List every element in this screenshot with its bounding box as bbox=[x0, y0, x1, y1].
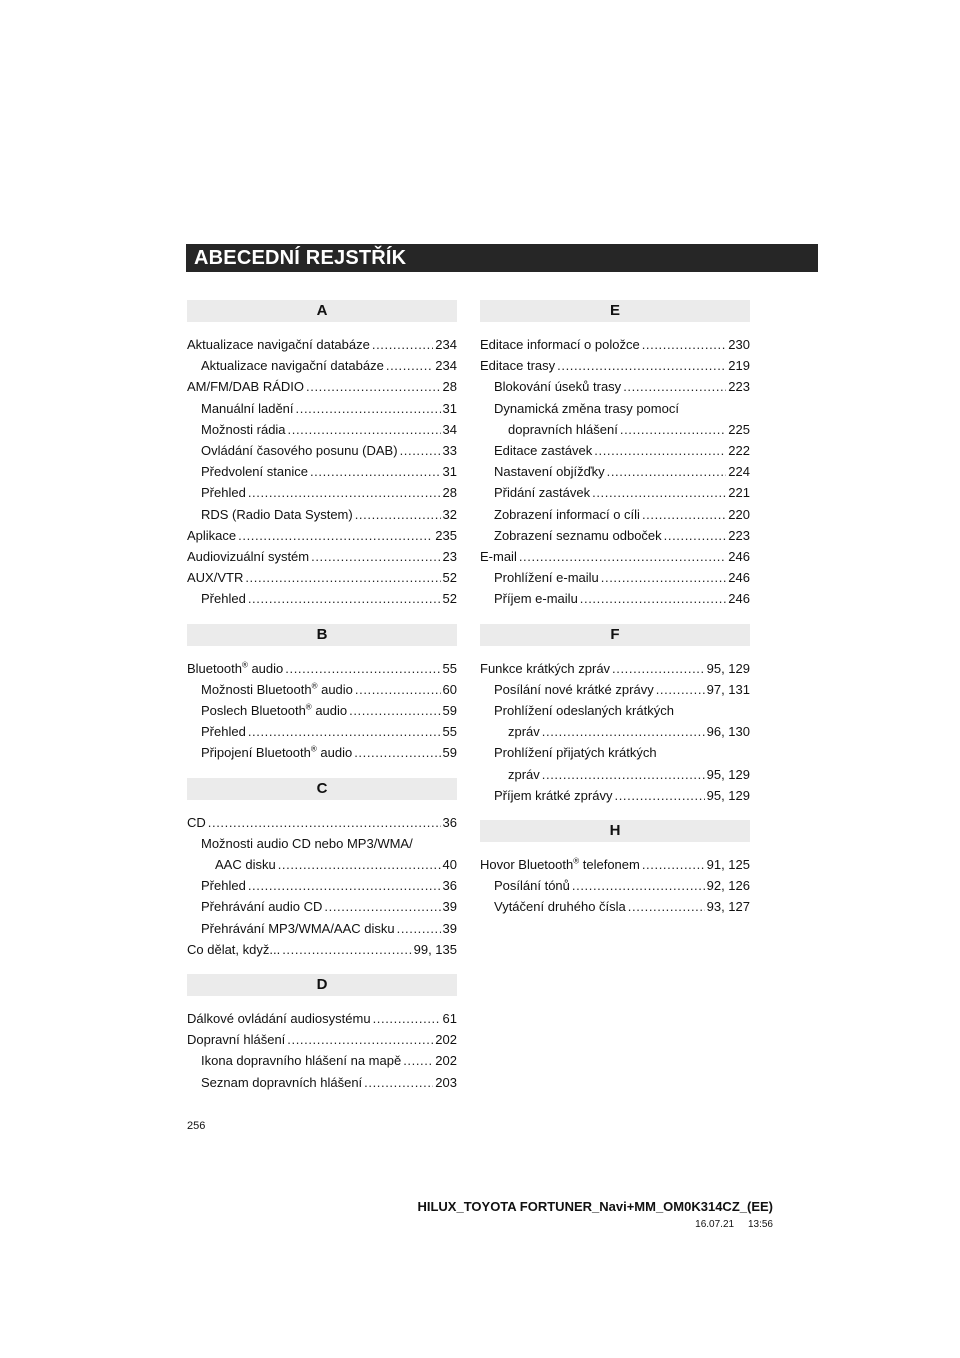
index-page-ref: 246 bbox=[728, 591, 750, 607]
index-entry bbox=[187, 1008, 457, 1029]
index-entry-text: Připojení Bluetooth bbox=[201, 745, 311, 761]
index-entry-text: Vytáčení druhého čísla bbox=[494, 899, 626, 915]
index-page-ref: 246 bbox=[728, 549, 750, 565]
leader-dots bbox=[572, 875, 705, 896]
index-page-ref: 23 bbox=[442, 549, 457, 565]
index-entry-label bbox=[187, 658, 283, 679]
index-page-ref: 222 bbox=[728, 443, 750, 459]
index-entry-text: AUX/VTR bbox=[187, 570, 244, 586]
index-entry-label bbox=[494, 875, 570, 896]
index-letter-heading: C bbox=[187, 778, 457, 800]
leader-dots bbox=[355, 679, 441, 700]
leader-dots bbox=[238, 525, 433, 546]
index-entry-label bbox=[187, 1029, 285, 1050]
index-letter-heading: F bbox=[480, 624, 750, 646]
leader-dots bbox=[642, 334, 727, 355]
index-page-ref: 59 bbox=[442, 745, 457, 761]
leader-dots bbox=[580, 588, 727, 609]
leader-dots bbox=[355, 504, 441, 525]
index-entry-label bbox=[201, 679, 353, 700]
index-entry-label bbox=[201, 1050, 401, 1071]
index-entry-text: Aplikace bbox=[187, 527, 237, 543]
registered-mark: ® bbox=[241, 660, 248, 670]
leader-dots bbox=[248, 482, 441, 503]
index-entry-label bbox=[187, 567, 243, 588]
leader-dots bbox=[519, 546, 726, 567]
index-subentry bbox=[187, 588, 457, 609]
leader-dots bbox=[285, 658, 440, 679]
leader-dots bbox=[248, 588, 441, 609]
index-entry-text: Přehled bbox=[201, 878, 246, 894]
index-subentry bbox=[480, 376, 750, 397]
leader-dots bbox=[403, 1050, 433, 1071]
index-entry-text: Audiovizuální systém bbox=[187, 549, 310, 565]
index-entry-label bbox=[480, 854, 640, 875]
index-page-ref: 39 bbox=[442, 920, 457, 936]
index-page-ref: 202 bbox=[435, 1053, 457, 1069]
index-entry-text: E-mail bbox=[480, 549, 517, 565]
index-entry-label bbox=[187, 812, 206, 833]
leader-dots bbox=[208, 812, 441, 833]
index-section-a bbox=[187, 300, 457, 610]
index-entry-text: AAC disku bbox=[215, 857, 276, 873]
leader-dots bbox=[594, 440, 726, 461]
index-subentry bbox=[187, 875, 457, 896]
leader-dots bbox=[542, 721, 705, 742]
index-entry-text: Zobrazení informací o cíli bbox=[494, 506, 640, 522]
index-entry-label bbox=[494, 440, 592, 461]
index-subentry bbox=[480, 504, 750, 525]
index-page-ref: 234 bbox=[435, 337, 457, 352]
index-entry-label bbox=[187, 525, 236, 546]
index-entry-text: Příjem e-mailu bbox=[494, 591, 578, 607]
index-entry-text: Přehrávání MP3/WMA/AAC disku bbox=[201, 920, 395, 936]
index-page-ref: 31 bbox=[442, 464, 457, 480]
index-entry bbox=[187, 567, 457, 588]
index-entry-label bbox=[494, 504, 640, 525]
index-entry-text: Aktualizace navigační databáze bbox=[201, 358, 384, 374]
registered-mark: ® bbox=[310, 745, 317, 755]
index-page-ref: 39 bbox=[442, 899, 457, 915]
leader-dots bbox=[386, 355, 433, 376]
index-entry-text: dopravních hlášení bbox=[508, 421, 618, 437]
index-entry-label bbox=[201, 588, 246, 609]
index-page-ref: 52 bbox=[442, 570, 457, 586]
index-entry-text: zpráv bbox=[508, 724, 540, 740]
index-entry-label bbox=[201, 742, 352, 763]
index-letter-heading: H bbox=[480, 820, 750, 842]
index-entry-text: Editace informací o položce bbox=[480, 337, 640, 352]
index-page-ref: 221 bbox=[728, 485, 750, 501]
document-footer-date: 16.07.21 13:56 bbox=[695, 1219, 773, 1230]
leader-dots bbox=[664, 525, 727, 546]
index-page-ref: 55 bbox=[442, 660, 457, 676]
index-entry-label bbox=[201, 700, 347, 721]
index-page-ref: 224 bbox=[728, 464, 750, 480]
leader-dots bbox=[628, 896, 705, 917]
index-page-ref: 97, 131 bbox=[706, 681, 750, 697]
index-entry-text: Blokování úseků trasy bbox=[494, 379, 622, 395]
index-entry-first-line: Dynamická změna trasy pomocí bbox=[494, 400, 679, 416]
index-subentry bbox=[187, 742, 457, 763]
index-section-c bbox=[187, 778, 457, 960]
index-subentry bbox=[480, 875, 750, 896]
index-entry-text: Posílání nové krátké zprávy bbox=[494, 681, 654, 697]
index-entry bbox=[187, 334, 457, 355]
index-entry-label bbox=[201, 398, 294, 419]
index-page-ref: 59 bbox=[442, 703, 457, 719]
index-entry-text: Prohlížení e-mailu bbox=[494, 570, 599, 586]
index-entry-label bbox=[187, 334, 370, 355]
index-entry-text: Posílání tónů bbox=[494, 878, 570, 894]
index-entry-label bbox=[480, 334, 640, 355]
index-entry bbox=[187, 376, 457, 397]
index-subentry bbox=[480, 679, 750, 700]
index-page-ref: 92, 126 bbox=[706, 878, 750, 894]
index-entry-label bbox=[494, 785, 612, 806]
index-page-ref: 52 bbox=[442, 591, 457, 607]
leader-dots bbox=[542, 764, 705, 785]
index-page-ref: 55 bbox=[442, 724, 457, 740]
index-entry-text: Přehled bbox=[201, 591, 246, 607]
index-entry-text: Seznam dopravních hlášení bbox=[201, 1074, 363, 1090]
index-section-h bbox=[480, 820, 750, 918]
index-letter-heading: E bbox=[480, 300, 750, 322]
index-section-e bbox=[480, 300, 750, 610]
index-entry-label bbox=[201, 721, 246, 742]
leader-dots bbox=[324, 896, 440, 917]
leader-dots bbox=[248, 875, 441, 896]
leader-dots bbox=[642, 504, 726, 525]
index-entry-label bbox=[508, 419, 618, 440]
leader-dots bbox=[311, 546, 440, 567]
index-subentry bbox=[187, 679, 457, 700]
index-page-ref: 36 bbox=[442, 814, 457, 830]
index-entry-label bbox=[201, 355, 384, 376]
index-entry-text: Příjem krátké zprávy bbox=[494, 787, 613, 803]
index-page-ref: 235 bbox=[435, 527, 457, 543]
index-entry-label bbox=[201, 461, 308, 482]
index-page-ref: 96, 130 bbox=[706, 724, 750, 740]
index-entry-text-suffix: audio bbox=[247, 660, 284, 676]
leader-dots bbox=[287, 1029, 433, 1050]
index-page-ref: 219 bbox=[728, 358, 750, 374]
index-entry-label bbox=[201, 875, 246, 896]
index-page-ref: 95, 129 bbox=[706, 787, 750, 803]
index-section-b bbox=[187, 624, 457, 764]
index-subentry bbox=[480, 525, 750, 546]
index-entry-label bbox=[494, 896, 626, 917]
leader-dots bbox=[372, 334, 433, 355]
index-entry-label bbox=[494, 461, 605, 482]
index-entry-text: Nastavení objížďky bbox=[494, 464, 605, 480]
index-entry-first-line: Možnosti audio CD nebo MP3/WMA/ bbox=[201, 835, 413, 851]
index-page-ref: 33 bbox=[442, 443, 457, 459]
index-section-d bbox=[187, 974, 457, 1093]
index-entry-label bbox=[494, 482, 590, 503]
index-page-ref: 246 bbox=[728, 570, 750, 586]
index-entry bbox=[187, 658, 457, 679]
index-entry-label bbox=[494, 588, 578, 609]
index-entry-text: Manuální ladění bbox=[201, 400, 294, 416]
index-entry-text: Ovládání časového posunu (DAB) bbox=[201, 443, 398, 459]
leader-dots bbox=[601, 567, 727, 588]
index-page-ref: 60 bbox=[442, 681, 457, 697]
index-entry-label bbox=[215, 854, 276, 875]
leader-dots bbox=[354, 742, 440, 763]
index-entry-text: Možnosti rádia bbox=[201, 421, 286, 437]
leader-dots bbox=[397, 918, 441, 939]
index-subentry bbox=[187, 461, 457, 482]
index-subentry bbox=[187, 419, 457, 440]
registered-mark: ® bbox=[305, 702, 312, 712]
index-page-ref: 40 bbox=[442, 857, 457, 873]
index-entry-label bbox=[480, 546, 517, 567]
index-entry-label bbox=[508, 764, 540, 785]
index-section-f bbox=[480, 624, 750, 806]
index-entry-text: Poslech Bluetooth bbox=[201, 703, 306, 719]
index-page-ref: 32 bbox=[442, 506, 457, 522]
index-entry bbox=[480, 355, 750, 376]
index-entry-label bbox=[201, 1072, 362, 1093]
index-subentry bbox=[187, 1050, 457, 1071]
index-subentry bbox=[187, 918, 457, 939]
section-banner: ABECEDNÍ REJSTŘÍK bbox=[186, 244, 818, 272]
index-subentry bbox=[480, 440, 750, 461]
index-subentry bbox=[480, 461, 750, 482]
index-entry bbox=[480, 658, 750, 679]
leader-dots bbox=[364, 1072, 433, 1093]
index-page-ref: 202 bbox=[435, 1032, 457, 1048]
index-page-ref: 220 bbox=[728, 506, 750, 522]
index-entry bbox=[480, 854, 750, 875]
index-page-ref: 93, 127 bbox=[706, 899, 750, 915]
index-entry-text: Přehled bbox=[201, 485, 246, 501]
index-entry-label bbox=[480, 355, 555, 376]
index-subentry bbox=[480, 896, 750, 917]
leader-dots bbox=[607, 461, 727, 482]
index-entry-text: zpráv bbox=[508, 766, 540, 782]
index-entry-label bbox=[187, 939, 280, 960]
leader-dots bbox=[557, 355, 726, 376]
index-subentry bbox=[480, 588, 750, 609]
index-entry bbox=[187, 939, 457, 960]
index-entry-text: Funkce krátkých zpráv bbox=[480, 660, 611, 676]
index-page-ref: 203 bbox=[435, 1074, 457, 1090]
leader-dots bbox=[278, 854, 441, 875]
index-page-ref: 34 bbox=[442, 421, 457, 437]
index-page-ref: 99, 135 bbox=[413, 941, 457, 957]
leader-dots bbox=[296, 398, 441, 419]
leader-dots bbox=[245, 567, 440, 588]
index-entry-text: Dopravní hlášení bbox=[187, 1032, 286, 1048]
index-entry-text: Přidání zastávek bbox=[494, 485, 591, 501]
index-entry-label bbox=[494, 376, 621, 397]
leader-dots bbox=[612, 658, 705, 679]
index-letter-heading: D bbox=[187, 974, 457, 996]
index-entry-label bbox=[187, 546, 309, 567]
index-page-ref: 234 bbox=[435, 358, 457, 374]
index-entry-text: Přehled bbox=[201, 724, 246, 740]
index-entry-text: AM/FM/DAB RÁDIO bbox=[187, 379, 305, 395]
index-entry bbox=[187, 812, 457, 833]
index-entry-text: Aktualizace navigační databáze bbox=[187, 337, 370, 352]
index-page-ref: 31 bbox=[442, 400, 457, 416]
index-entry-label bbox=[187, 1008, 371, 1029]
index-letter-heading: A bbox=[187, 300, 457, 322]
index-subentry bbox=[480, 482, 750, 503]
index-page-ref: 95, 129 bbox=[706, 766, 750, 782]
index-entry-label bbox=[201, 504, 353, 525]
index-entry-text: Hovor Bluetooth bbox=[480, 857, 574, 873]
index-subentry bbox=[480, 721, 750, 742]
index-entry-text: Přehrávání audio CD bbox=[201, 899, 323, 915]
leader-dots bbox=[306, 376, 441, 397]
index-entry bbox=[480, 546, 750, 567]
index-entry-label bbox=[201, 482, 246, 503]
leader-dots bbox=[656, 679, 705, 700]
registered-mark: ® bbox=[311, 681, 318, 691]
index-subentry bbox=[187, 896, 457, 917]
index-subentry bbox=[480, 567, 750, 588]
leader-dots bbox=[400, 440, 441, 461]
index-subentry bbox=[480, 764, 750, 785]
index-entry-label bbox=[201, 896, 322, 917]
leader-dots bbox=[373, 1008, 441, 1029]
index-entry-label bbox=[494, 679, 654, 700]
index-entry-text-suffix: telefonem bbox=[579, 857, 640, 873]
index-page-ref: 91, 125 bbox=[706, 857, 750, 873]
index-entry-first-line: Prohlížení odeslaných krátkých bbox=[494, 703, 674, 719]
leader-dots bbox=[248, 721, 441, 742]
page-number: 256 bbox=[187, 1120, 206, 1132]
index-entry-text: Předvolení stanice bbox=[201, 464, 308, 480]
index-entry-text: Editace trasy bbox=[480, 358, 556, 374]
index-entry-text: CD bbox=[187, 814, 206, 830]
index-entry-label bbox=[494, 525, 662, 546]
index-entry-label bbox=[494, 567, 599, 588]
index-entry-label bbox=[201, 440, 398, 461]
index-entry-label bbox=[480, 658, 610, 679]
index-subentry bbox=[187, 355, 457, 376]
index-entry bbox=[187, 1029, 457, 1050]
index-subentry bbox=[480, 785, 750, 806]
leader-dots bbox=[614, 785, 704, 806]
index-entry-first-line: Prohlížení přijatých krátkých bbox=[494, 745, 657, 761]
index-subentry bbox=[187, 854, 457, 875]
index-page-ref: 223 bbox=[728, 379, 750, 395]
index-column-left bbox=[187, 300, 457, 1107]
index-entry-text: Ikona dopravního hlášení na mapě bbox=[201, 1053, 402, 1069]
index-page-ref: 61 bbox=[442, 1011, 457, 1027]
leader-dots bbox=[310, 461, 441, 482]
index-entry-text-suffix: audio bbox=[311, 703, 348, 719]
index-page-ref: 230 bbox=[728, 337, 750, 352]
leader-dots bbox=[642, 854, 705, 875]
index-page-ref: 28 bbox=[442, 379, 457, 395]
leader-dots bbox=[592, 482, 726, 503]
index-column-right bbox=[480, 300, 750, 932]
index-entry-text: Co dělat, když... bbox=[187, 941, 281, 957]
index-entry bbox=[480, 334, 750, 355]
index-subentry bbox=[187, 440, 457, 461]
leader-dots bbox=[620, 419, 726, 440]
index-subentry bbox=[187, 1072, 457, 1093]
leader-dots bbox=[349, 700, 440, 721]
index-page-ref: 28 bbox=[442, 485, 457, 501]
index-page-ref: 95, 129 bbox=[706, 660, 750, 676]
index-subentry bbox=[187, 398, 457, 419]
index-subentry bbox=[480, 419, 750, 440]
index-entry-text: Editace zastávek bbox=[494, 443, 593, 459]
index-letter-heading: B bbox=[187, 624, 457, 646]
leader-dots bbox=[288, 419, 441, 440]
index-entry-label bbox=[187, 376, 304, 397]
index-subentry bbox=[187, 700, 457, 721]
index-entry-text: Dálkové ovládání audiosystému bbox=[187, 1011, 371, 1027]
registered-mark: ® bbox=[573, 856, 580, 866]
index-entry-label bbox=[201, 419, 286, 440]
leader-dots bbox=[623, 376, 726, 397]
index-subentry bbox=[187, 504, 457, 525]
index-entry-text: Možnosti Bluetooth bbox=[201, 681, 312, 697]
index-entry bbox=[187, 546, 457, 567]
leader-dots bbox=[282, 939, 411, 960]
index-entry-text: RDS (Radio Data System) bbox=[201, 506, 353, 522]
index-entry-text-suffix: audio bbox=[316, 745, 353, 761]
index-page-ref: 225 bbox=[728, 421, 750, 437]
document-footer-code: HILUX_TOYOTA FORTUNER_Navi+MM_OM0K314CZ_(EE) bbox=[417, 1199, 773, 1214]
index-subentry bbox=[187, 482, 457, 503]
index-entry bbox=[187, 525, 457, 546]
index-entry-text-suffix: audio bbox=[317, 681, 353, 697]
index-subentry bbox=[187, 721, 457, 742]
index-entry-label bbox=[508, 721, 540, 742]
index-page-ref: 36 bbox=[442, 878, 457, 894]
index-entry-text: Bluetooth bbox=[187, 660, 242, 676]
index-page-ref: 223 bbox=[728, 527, 750, 543]
index-entry-label bbox=[201, 918, 395, 939]
index-entry-text: Zobrazení seznamu odboček bbox=[494, 527, 662, 543]
